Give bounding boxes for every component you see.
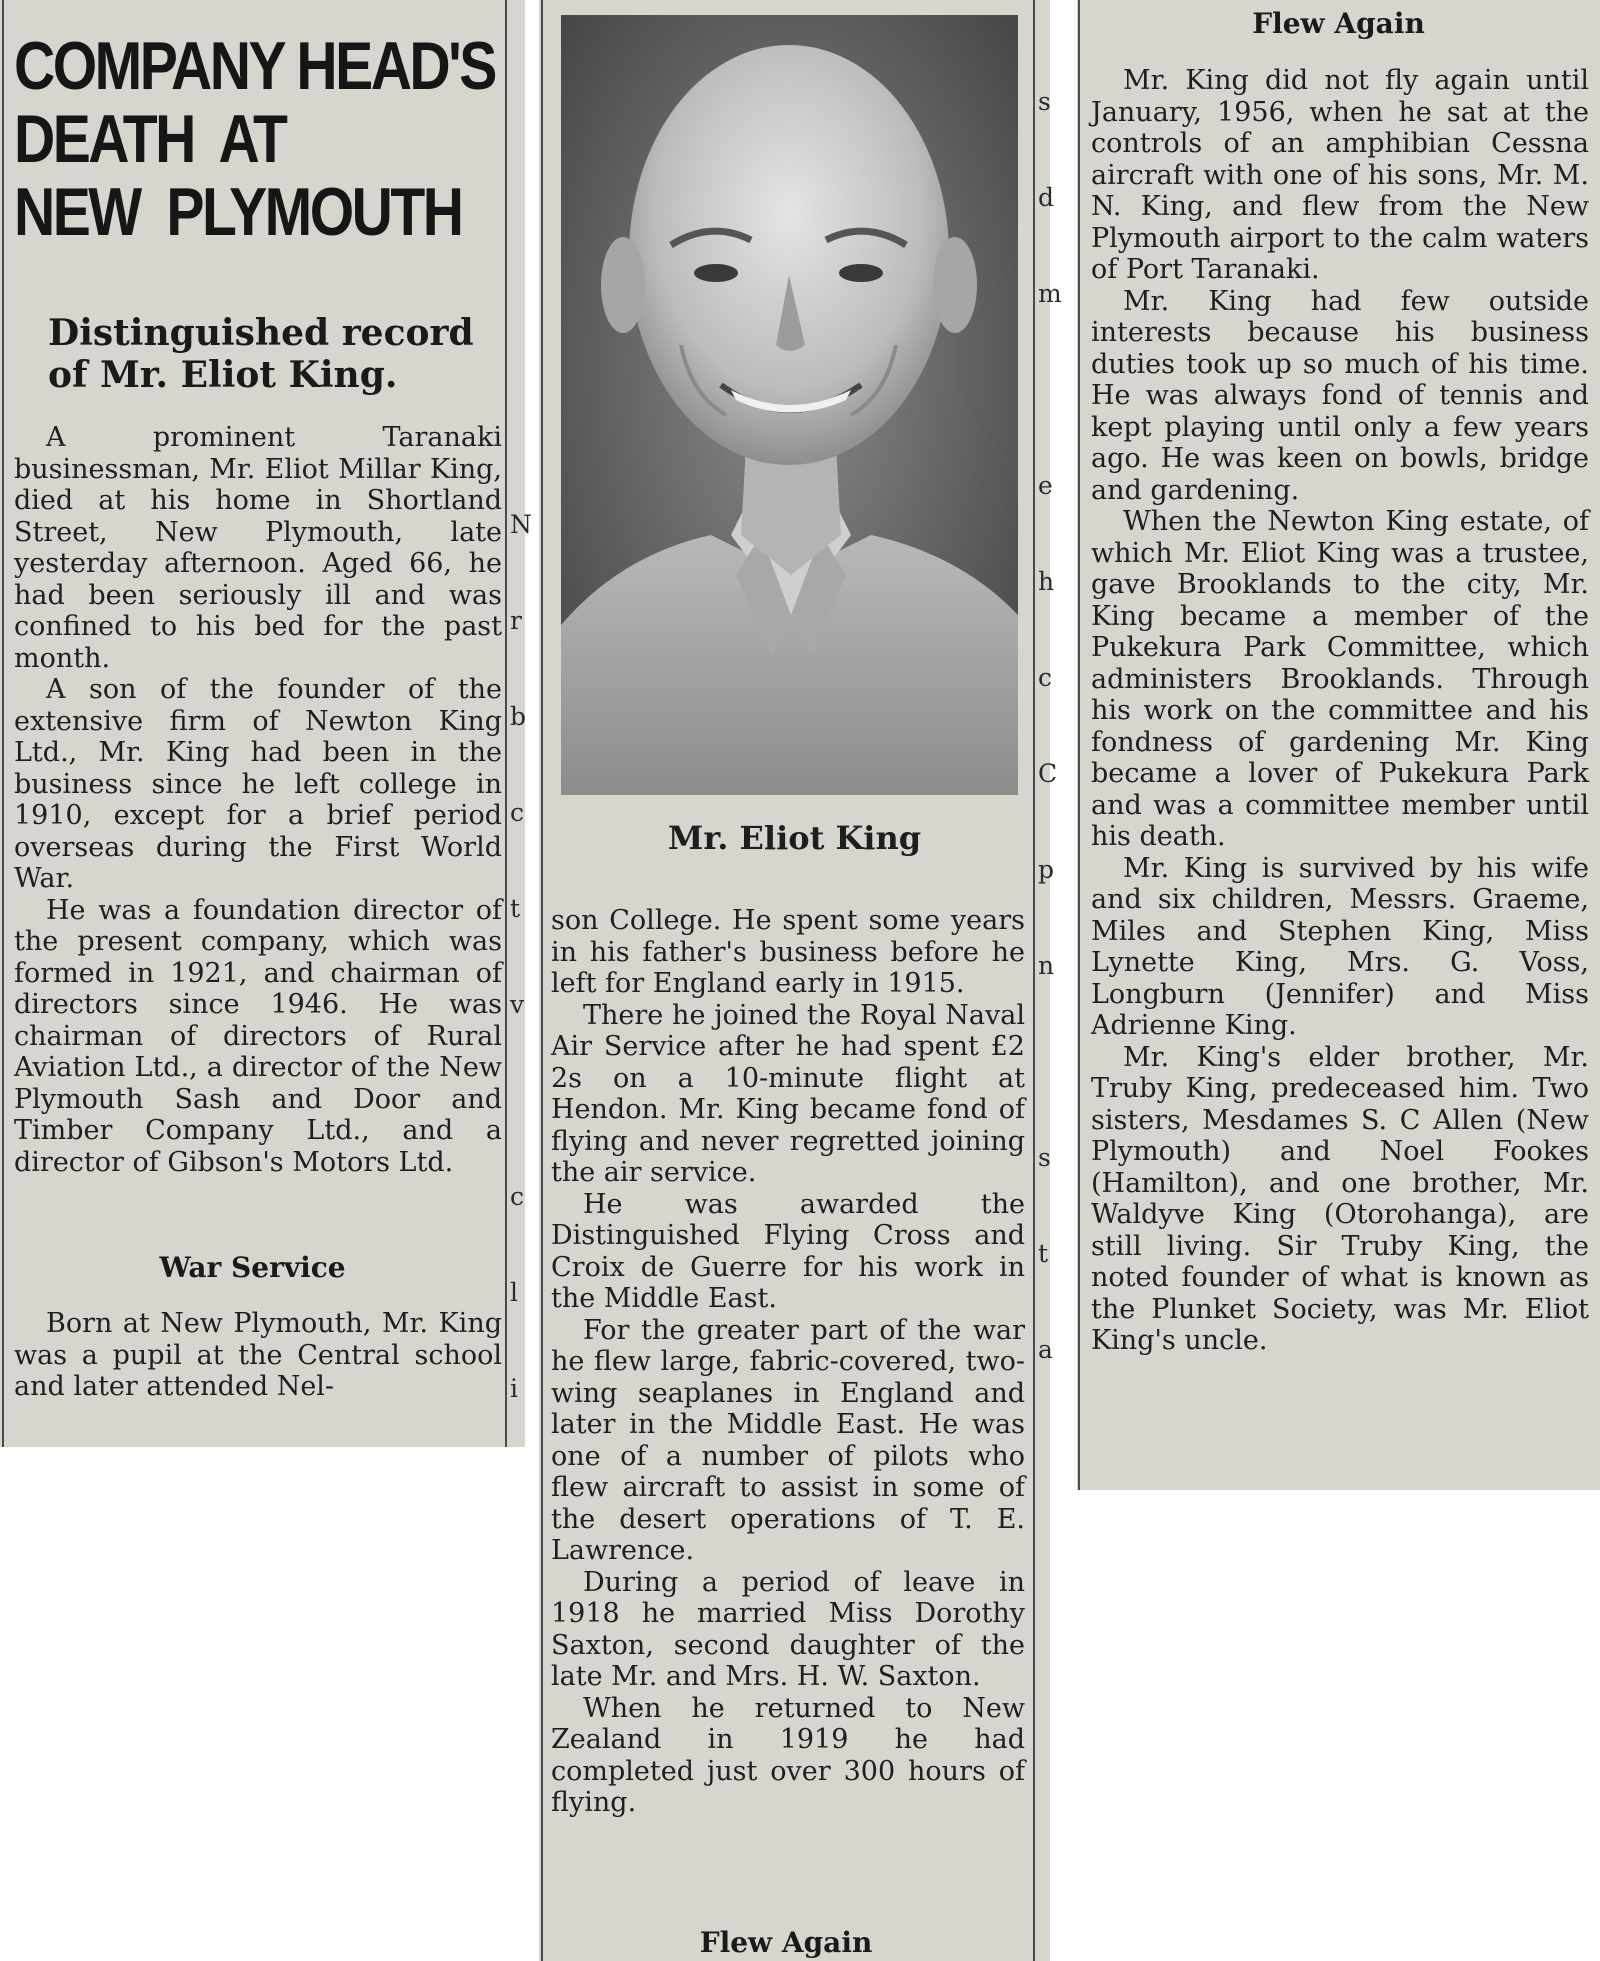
- headline: [14, 28, 495, 250]
- portrait-photo: [561, 15, 1018, 795]
- adjacent-column-fragments: N r b c t v c l i: [510, 510, 532, 1403]
- photo-caption: Mr. Eliot King: [667, 819, 922, 857]
- headline-line-1: COMPANY HEAD'S: [14, 28, 495, 104]
- paragraph: During a period of leave in 1918 he married Miss Dorothy Saxton, second daughter of the late Mr. and Mrs. H. W. Saxton.: [551, 1566, 1025, 1692]
- column-rule-left: [2, 0, 4, 1447]
- column-rule-left: [1078, 0, 1080, 1490]
- headline-line-3: NEW PLYMOUTH: [14, 174, 462, 250]
- paragraph: For the greater part of the war he flew large, fabric-covered, two-wing seaplanes in England and later in the Middle East. He was one of a number of pilots who flew aircraft to assist in some of the desert operations of T. E. Lawrence.: [551, 1314, 1025, 1566]
- flew-again-heading: Flew Again: [1252, 7, 1425, 40]
- article-column-2: [539, 0, 1062, 1961]
- paragraph: Born at New Plymouth, Mr. King was a pupil at the Central school and later attended Nel-: [14, 1308, 502, 1402]
- headline-line-2: DEATH AT: [14, 101, 286, 177]
- paragraph: There he joined the Royal Naval Air Service after he had spent £2 2s on a 10-minute flight at Hendon. Mr. King became fond of flying and never regretted joining the air service.: [551, 999, 1025, 1188]
- adjacent-column-fragments: s d m e h c C p n s t a: [1038, 87, 1062, 1364]
- portrait-image: [561, 15, 1018, 795]
- column-rule-right: [505, 0, 507, 1447]
- paragraph: A son of the founder of the extensive firm of Newton King Ltd., Mr. King had been in the business since he left college in 1910, except for a brief period overseas during the First World War.: [14, 674, 502, 894]
- paragraph: Mr. King had few outside interests because his business duties took up so much of his time. He was always fond of tennis and kept playing until only a few years ago. He was keen on bowls, bridge and gardening.: [1091, 285, 1589, 506]
- column-rule-left: [541, 0, 543, 1961]
- col1-body: [14, 422, 502, 1178]
- subheadline: Distinguished record of Mr. Eliot King.: [48, 312, 474, 396]
- article-column-1: [0, 0, 532, 1447]
- paragraph: When he returned to New Zealand in 1919 he had completed just over 300 hours of flying.: [551, 1692, 1025, 1818]
- paragraph: Mr. King did not fly again until January, 1956, when he sat at the controls of an amphibian Cessna aircraft with one of his sons, Mr. M. N. King, and flew from the New Plymouth airport to the calm waters of Port Taranaki.: [1091, 65, 1589, 285]
- paragraph: When the Newton King estate, of which Mr. Eliot King was a trustee, gave Brooklands to the city, Mr. King became a member of the Pukekura Park Committee, which administers Brooklands. Through his work on the committee and his fondness of gardening Mr. King became a lover of Pukekura Park and was a committee member until his death.: [1091, 506, 1589, 852]
- col3-body: [1091, 65, 1589, 1357]
- col2-body: [551, 905, 1025, 1819]
- flew-again-heading-bottom: Flew Again: [699, 1926, 873, 1959]
- article-column-3: [1077, 0, 1600, 1490]
- col1-body-continued: [14, 1308, 502, 1403]
- paragraph: He was a foundation director of the present company, which was formed in 1921, and chairman of directors since 1946. He was chairman of directors of Rural Aviation Ltd., a director of the New Plymouth Sash and Door and Timber Company Ltd., and a director of Gibson's Motors Ltd.: [14, 894, 502, 1178]
- paragraph: Mr. King's elder brother, Mr. Truby King, predeceased him. Two sisters, Mesdames S. C Allen (New Plymouth) and Noel Fookes (Hamilton), and one brother, Mr. Waldyve King (Otorohanga), are still living. Sir Truby King, the noted founder of what is known as the Plunket Society, was Mr. Eliot King's uncle.: [1091, 1041, 1589, 1356]
- war-service-heading: War Service: [159, 1251, 346, 1284]
- paragraph: son College. He spent some years in his father's business before he left for England early in 1915.: [551, 905, 1025, 999]
- paragraph: A prominent Taranaki businessman, Mr. Eliot Millar King, died at his home in Shortland Street, New Plymouth, late yesterday afternoon. Aged 66, he had been seriously ill and was confined to his bed for the past month.: [14, 422, 502, 674]
- column-rule-right: [1033, 0, 1035, 1961]
- paragraph: Mr. King is survived by his wife and six children, Messrs. Graeme, Miles and Stephen King, Miss Lynette King, Mrs. G. Voss, Longburn (Jennifer) and Miss Adrienne King.: [1091, 852, 1589, 1041]
- paragraph: He was awarded the Distinguished Flying Cross and Croix de Guerre for his work in the Middle East.: [551, 1188, 1025, 1314]
